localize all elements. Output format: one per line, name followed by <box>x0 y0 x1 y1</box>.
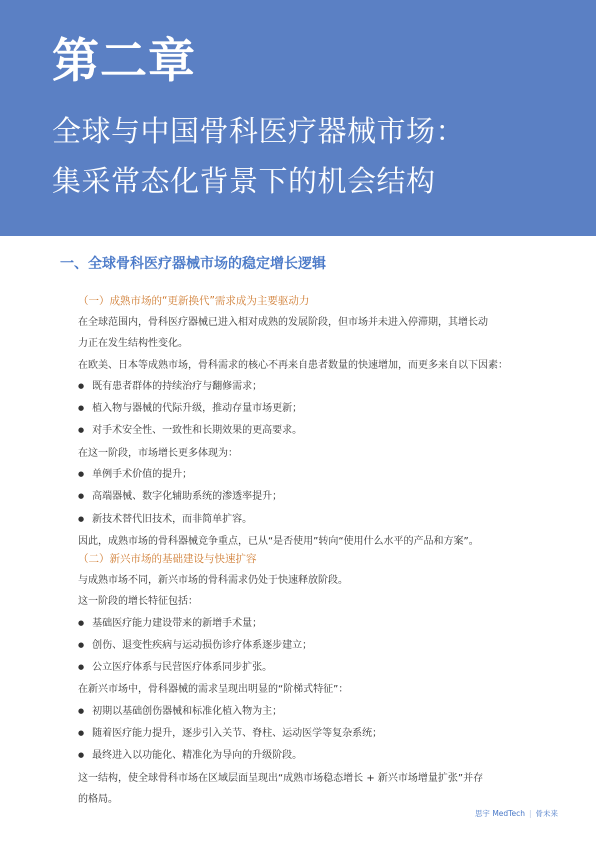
bullet-item: ● 单例手术价值的提升； <box>78 464 548 486</box>
bullet-item: ● 创伤、退变性疾病与运动损伤诊疗体系逐步建立； <box>78 635 548 657</box>
footer-author: 骨未来 <box>535 809 558 818</box>
paragraph: 这一阶段的增长特征包括： <box>78 596 198 608</box>
subsection-2-heading: （二）新兴市场的基础建设与快速扩容 <box>78 553 257 565</box>
bullet-item: ● 基础医疗能力建设带来的新增手术量； <box>78 613 548 635</box>
bullet-item: ● 对手术安全性、一致性和长期效果的更高要求。 <box>78 420 548 442</box>
subsection-1 <box>78 293 548 552</box>
paragraph: 的格局。 <box>78 793 118 805</box>
bullet-item: ● 最终进入以功能化、精准化为导向的升级阶段。 <box>78 745 548 767</box>
bullet-item: ● 随着医疗能力提升，逐步引入关节、脊柱、运动医学等复杂系统； <box>78 723 548 745</box>
footer-separator: | <box>528 809 532 818</box>
chapter-title-line-1: 全球与中国骨科医疗器械市场： <box>52 114 466 148</box>
footer-brand: 思宇 MedTech <box>474 809 525 818</box>
paragraph: 在全球范围内，骨科医疗器械已进入相对成熟的发展阶段，但市场并未进入停滞期，其增长动 <box>78 317 488 328</box>
paragraph: 与成熟市场不同，新兴市场的骨科需求仍处于快速释放阶段。 <box>78 575 348 586</box>
paragraph: 力正在发生结构性变化。 <box>78 338 188 350</box>
chapter-banner <box>0 0 596 236</box>
bullet-item: ● 初期以基础创伤器械和标准化植入物为主； <box>78 701 548 723</box>
paragraph: 在欧美、日本等成熟市场，骨科需求的核心不再来自患者数量的快速增加，而更多来自以下因素： <box>78 359 508 371</box>
bullet-item: ● 新技术替代旧技术，而非简单扩容。 <box>78 509 548 531</box>
chapter-number: 第二章 <box>52 34 196 89</box>
paragraph: 在新兴市场中，骨科器械的需求呈现出明显的“阶梯式特征”： <box>78 684 349 696</box>
bullet-item: ● 植入物与器械的代际升级，推动存量市场更新； <box>78 398 548 420</box>
bullet-item: ● 公立医疗体系与民营医疗体系同步扩张。 <box>78 657 548 679</box>
chapter-title <box>52 106 465 206</box>
section-heading: 一、全球骨科医疗器械市场的稳定增长逻辑 <box>60 256 326 272</box>
subsection-1-heading: （一）成熟市场的“更新换代”需求成为主要驱动力 <box>78 295 310 307</box>
paragraph: 因此，成熟市场的骨科器械竞争重点，已从“是否使用”转向“使用什么水平的产品和方案”。 <box>78 535 479 547</box>
chapter-title-line-2: 集采常态化背景下的机会结构 <box>52 164 436 198</box>
paragraph: 这一结构，使全球骨科市场在区域层面呈现出“成熟市场稳态增长 + 新兴市场增量扩张”并存 <box>78 772 484 784</box>
bullet-item: ● 高端器械、数字化辅助系统的渗透率提升； <box>78 486 548 508</box>
bullet-item: ● 既有患者群体的持续治疗与翻修需求； <box>78 376 548 398</box>
page-footer <box>475 808 558 819</box>
paragraph: 在这一阶段，市场增长更多体现为： <box>78 447 238 459</box>
subsection-2 <box>78 551 548 810</box>
